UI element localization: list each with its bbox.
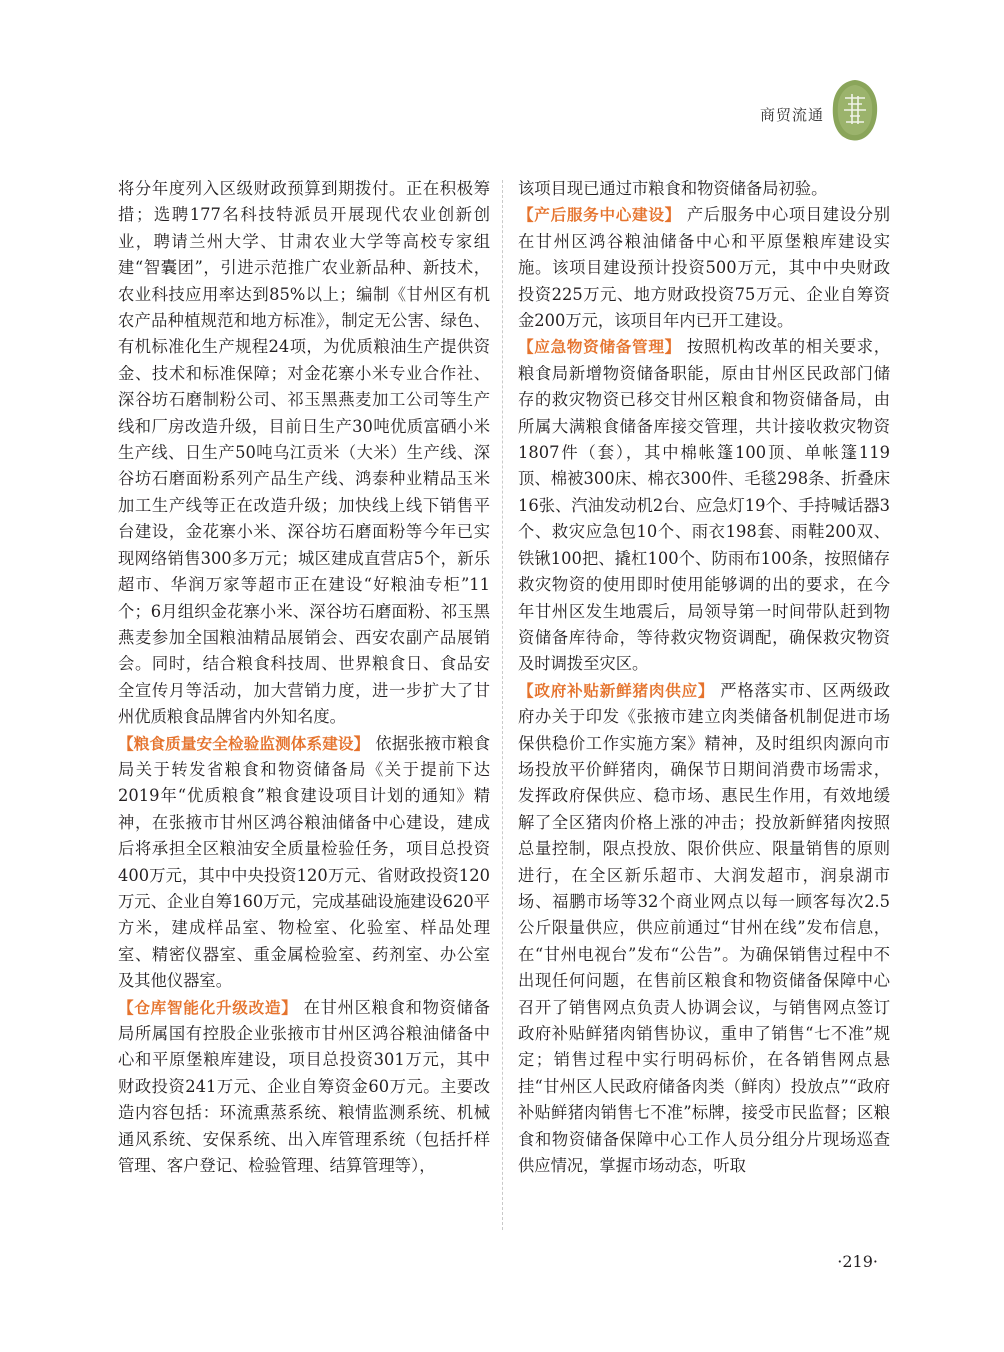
paragraph-warehouse-upgrade — [118, 995, 490, 1180]
paragraph-text: 将分年度列入区级财政预算到期拨付。正在积极筹措；选聘177名科技特派员开展现代农业创新创业，聘请兰州大学、甘肃农业大学等高校专家组建“智囊团”，引进示范推广农业新品种、新技术，农业科技应用率达到85%以上；编制《甘州区有机农产品种植规范和地方标准》，制定无公害、绿色、有机标准化生产规程24项，为优质粮油生产提供资金、技术和标准保障；对金花寨小米专业合作社、深谷坊石磨制粉公司、祁玉黑燕麦加工公司等生产线和厂房改造升级，目前日生产30吨优质富硒小米生产线、日生产50吨乌江贡米（大米）生产线、深谷坊石磨面粉系列产品生产线、鸿泰种业精品玉米加工生产线等正在改造升级；加快线上线下销售平台建设，金花寨小米、深谷坊石磨面粉等今年已实现网络销售300多万元；城区建成直营店5个，新乐超市、华润万家等超市正在建设“好粮油专柜”11个；6月组织金花寨小米、深谷坊石磨面粉、祁玉黑燕麦参加全国粮油精品展销会、西安农副产品展销会。同时，结合粮食科技周、世界粮食日、食品安全宣传月等活动，加大营销力度，进一步扩大了甘州优质粮食品牌省内外知名度。 — [118, 179, 490, 727]
paragraph-emergency-supplies — [518, 334, 890, 677]
paragraph-text: 该项目现已通过市粮食和物资储备局初验。 — [518, 179, 828, 198]
section-title: 【粮食质量安全检验监测体系建设】 — [118, 734, 370, 753]
paragraph-text: 严格落实市、区两级政府办关于印发《张掖市建立肉类储备机制促进市场保供稳价工作实施方案》精神，及时组织肉源向市场投放平价鲜猪肉，确保节日期间消费市场需求，发挥政府保供应、稳市场、惠民生作用，有效地缓解了全区猪肉价格上涨的冲击；投放新鲜猪肉按照总量控制，限点投放、限价供应、限量销售的原则进行，在全区新乐超市、大润发超市，润泉湖市场、福鹏市场等32个商业网点以每一顾客每次2.5公斤限量供应，供应前通过“甘州在线”发布信息，在“甘州电视台”发布“公告”。为确保销售过程中不出现任何问题，在售前区粮食和物资储备保障中心召开了销售网点负责人协调会议，与销售网点签订政府补贴鲜猪肉销售协议，重申了销售“七不准”规定；销售过程中实行明码标价，在各销售网点悬挂“甘州区人民政府储备肉类（鲜肉）投放点”“政府补贴鲜猪肉销售七不准”标牌，接受市民监督；区粮食和物资储备保障中心工作人员分组分片现场巡查供应情况，掌握市场动态，听取 — [518, 680, 890, 1176]
paragraph-text: 在甘州区粮食和物资储备局所属国有控股企业张掖市甘州区鸿谷粮油储备中心和平原堡粮库建设，项目总投资301万元，其中财政投资241万元、企业自筹资金60万元。主要改造内容包括：环流熏蒸系统、粮情监测系统、机械通风系统、安保系统、出入库管理系统（包括扦样管理、客户登记、检验管理、结算管理等）， — [118, 997, 490, 1176]
section-title: 【仓库智能化升级改造】 — [118, 998, 298, 1017]
section-label: 商贸流通 — [760, 106, 825, 124]
section-title: 【应急物资储备管理】 — [518, 338, 681, 357]
column-divider — [502, 180, 503, 1230]
section-title: 【产后服务中心建设】 — [518, 206, 681, 225]
paragraph-text: 依据张掖市粮食局关于转发省粮食和物资储备局《关于提前下达2019年“优质粮食”粮食建设项目计划的通知》精神，在张掖市甘州区鸿谷粮油储备中心建设，建成后将承担全区粮油安全质量检验任务，项目总投资400万元，其中中央投资120万元、省财政投资120万元、企业自筹160万元，完成基础设施建设620平方米，建成样品室、物检室、化验室、样品处理室、精密仪器室、重金属检验室、药剂室、办公室及其他仪器室。 — [118, 733, 490, 991]
paragraph-text: 产后服务中心项目建设分别在甘州区鸿谷粮油储备中心和平原堡粮库建设实施。该项目建设预计投资500万元，其中中央财政投资225万元、地方财政投资75万元、企业自筹资金200万元，该项目年内已开工建设。 — [518, 205, 890, 331]
paragraph-continuation — [518, 176, 890, 202]
section-title: 【政府补贴新鲜猪肉供应】 — [518, 681, 715, 700]
paragraph-text: 按照机构改革的相关要求，粮食局新增物资储备职能，原由甘州区民政部门储存的救灾物资已移交甘州区粮食和物资储备局，由所属大满粮食储备库接交管理，共计接收救灾物资1807件（套），其中棉帐篷100顶、单帐篷119顶、棉被300床、棉衣300件、毛毯298条、折叠床16张、汽油发动机2台、应急灯19个、手持喊话器3个、救灾应急包10个、雨衣198套、雨鞋200双、铁锹100把、撬杠100个、防雨布100条，按照储存救灾物资的使用即时使用能够调的出的要求，在今年甘州区发生地震后，局领导第一时间带队赶到物资储备库待命，等待救灾物资调配，确保救灾物资及时调拨至灾区。 — [518, 337, 890, 674]
paragraph-continuation — [118, 176, 490, 731]
page-number: ·219· — [837, 1252, 878, 1271]
paragraph-grain-quality-inspection — [118, 731, 490, 995]
paragraph-post-harvest-center — [518, 202, 890, 334]
left-column — [118, 176, 490, 1179]
decorative-seal-icon — [830, 78, 880, 142]
paragraph-pork-supply — [518, 678, 890, 1180]
right-column — [518, 176, 890, 1179]
